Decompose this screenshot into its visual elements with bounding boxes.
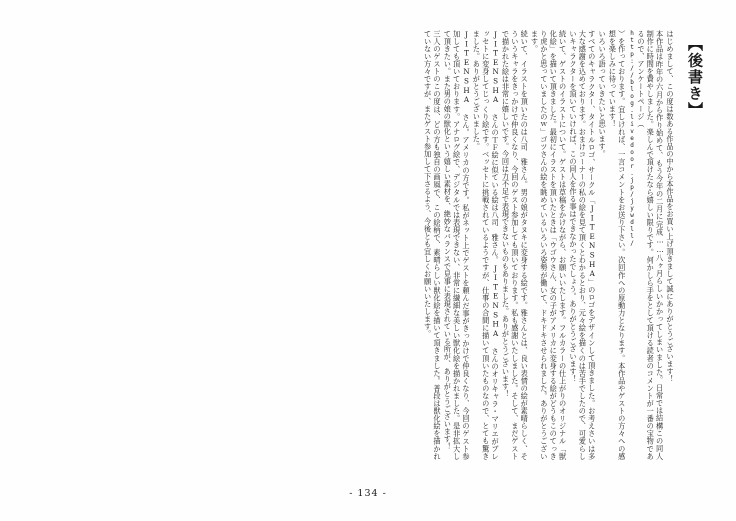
paragraph-1: はじめまして、この度は数ある作品の中から本作品をお買い上げ頂きまして誠にありがとうございます！ [666,30,675,383]
paragraph-5: すべてのキャラクター、タイトルロゴ、サークル「JITENSHA」のロゴをデザインして頂きました。お考えさいは多大な感謝を込めております。おまけコーナーの私の絵を見て頂くとわかるとおり、元々絵を描くのは苦手でしたので、可愛らしいキャラクターを頂いていければ、この同人を作る事はできなかったでしょう。ありがとうございます！ [568,30,597,460]
paragraph-3: ）を作っております。宜しければ、一言コメントをお送り下さい。次回作への原動力となります。本作品やゲストの方々への感想を楽しみに待っています！ [608,30,627,460]
paragraph-6: 続いて、ゲストのイラストについて。ゲストは草稿をかけながら、お願いいたします。フルカラーの仕上がりのオリジナル「獣化絵」を描いて頂きました。最初にイラストを頂いたときは「ウゴウさん、女の子がアメリカに変身する絵がどうもこのてっきり虎かと思っていましたのｗ」ゴツさんの絵を眺めているいろいろ姿勢が働いて、ドキドキさせられました。ありがとうございます。 [530,30,568,460]
paragraph-2: 本作品は昨年の六月から作り始めて、もう今年の二月に完成……八ヶ月らしいかかってしまいました。日常では結構この同人制作に時間を費やしました。楽しんで頂けたなら嬉しい限りです。何かしら手をとして頂ける読者のコメントが一番の宝物であるので、アンケートページ（ [636,30,665,460]
page-title: 【後書き】 [686,36,704,119]
paragraph-8: JITENSHA さんのＴＦ絵に似ている絵は八司 雅さん。JITENSHA さんのオリキャラ・マリエがブレッセトに変身してじっくり絵です。ベッセトに挑戦されているようですが、仕事の合間に描いて頂いたものなので、とても驚きました。ありがとうございました。 [472,30,501,460]
paragraph-7: 続いて、イラストを頂いたのは八司 雅さん。男の娘がタヌキに変身する絵です。雅さんとは、良い表情の絵が素晴らしく、そういうキャラをきっかけで仲良くなり、今回のゲスト参加しても頂いております。私も感謝いたしました。そして、まだゲストで描かれた絵は非常に嬉しいです。今回は力不足で表現できないものもありました。ありがとうございます！ [501,30,530,460]
page-number: - 134 - [349,488,387,499]
blog-url-link[interactable]: http://blog.livedoor.jp/jywdll/ [628,30,636,247]
paragraph-9: JITENSHA さん。アメリカの方です。私がネット上でゲストを頼んだ事がきっかけで仲良くなり、今回のゲスト参加しても頂いております。アナログ絵で、デジタルでは表現できない、非常に繊細な美しい獣化絵を描かれました。是非拡大して頂きたい。また男の娘の獣化という嬉しい素材を、絶妙なバランスで見事に表現されている所が、ありがとうございます！ [443,30,472,460]
paragraph-10: 三人のゲストのこの度は、どの方も独自の画風で、この絵柄で、素晴らしい獣化絵を描いて頂きました。普段は獣化絵を描かれていない方々ですが、またゲスト参加して下さるよう、今後とも宜しくお願いいたします。 [423,30,442,460]
paragraph-4: いろいろ語っていきたいと思います。 [598,30,608,158]
vertical-text-body [28,30,708,473]
